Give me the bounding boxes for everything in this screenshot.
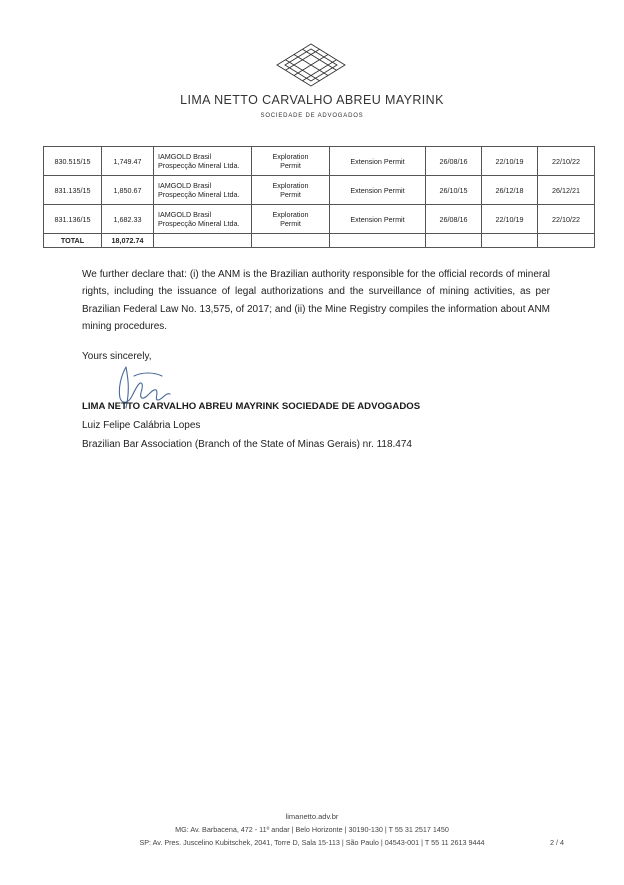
area-value: 1,850.67 [102,176,154,205]
title-type: Exploration Permit [252,176,330,205]
date-cell: 22/10/19 [482,147,538,176]
signatory-firm: LIMA NETTO CARVALHO ABREU MAYRINK SOCIEDADE DE ADVOGADOS [82,401,421,412]
date-cell: 26/10/15 [426,176,482,205]
date-cell: 26/08/16 [426,147,482,176]
empty-cell [538,234,595,248]
declaration-paragraph: We further declare that: (i) the ANM is the Brazilian authority responsible for the official records of mineral rights, including the issuance of legal authorizations and the surveillance of mining activities, as per Brazilian Federal Law No. 13,575, of 2017; and (ii) the Mine Registry compiles the information about ANM mining procedures. [82,269,550,332]
area-value: 1,749.47 [102,147,154,176]
date-cell: 22/10/19 [482,205,538,234]
company-name: IAMGOLD Brasil Prospecção Mineral Ltda. [154,205,252,234]
footer-website: limanetto.adv.br [285,812,339,821]
table-row [44,205,595,234]
permit-status: Extension Permit [330,205,426,234]
bar-registration: Brazilian Bar Association (Branch of the State of Minas Gerais) nr. 118.474 [82,439,412,450]
empty-cell [330,234,426,248]
footer-mg-address: MG: Av. Barbacena, 472 - 11º andar | Belo Horizonte | 30190-130 | T 55 31 2517 1450 [175,825,449,834]
permit-status: Extension Permit [330,176,426,205]
table-row [44,147,595,176]
date-cell: 26/12/21 [538,176,595,205]
date-cell: 22/10/22 [538,205,595,234]
total-label: TOTAL [44,234,102,248]
area-value: 1,682.33 [102,205,154,234]
total-value: 18,072.74 [102,234,154,248]
table-row [44,176,595,205]
process-number: 831.136/15 [44,205,102,234]
firm-subtitle: SOCIEDADE DE ADVOGADOS [260,113,364,119]
company-name: IAMGOLD Brasil Prospecção Mineral Ltda. [154,147,252,176]
date-cell: 26/12/18 [482,176,538,205]
mineral-rights-table [43,146,595,248]
empty-cell [426,234,482,248]
process-number: 830.515/15 [44,147,102,176]
title-type: Exploration Permit [252,147,330,176]
title-type: Exploration Permit [252,205,330,234]
page-number: 2 / 4 [550,838,564,847]
lawyer-name: Luiz Felipe Calábria Lopes [82,420,201,431]
total-row [44,234,595,248]
date-cell: 26/08/16 [426,205,482,234]
process-number: 831.135/15 [44,176,102,205]
empty-cell [252,234,330,248]
closing-salutation: Yours sincerely, [82,351,152,362]
footer-sp-address: SP: Av. Pres. Juscelino Kubitschek, 2041, Torre D, Sala 15-113 | São Paulo | 04543-001 | T 55 11 2613 9444 [139,838,485,847]
company-name: IAMGOLD Brasil Prospecção Mineral Ltda. [154,176,252,205]
permit-status: Extension Permit [330,147,426,176]
firm-name: LIMA NETTO CARVALHO ABREU MAYRINK [180,93,444,107]
empty-cell [482,234,538,248]
diamond-lattice-logo-icon [276,43,346,87]
date-cell: 22/10/22 [538,147,595,176]
empty-cell [154,234,252,248]
